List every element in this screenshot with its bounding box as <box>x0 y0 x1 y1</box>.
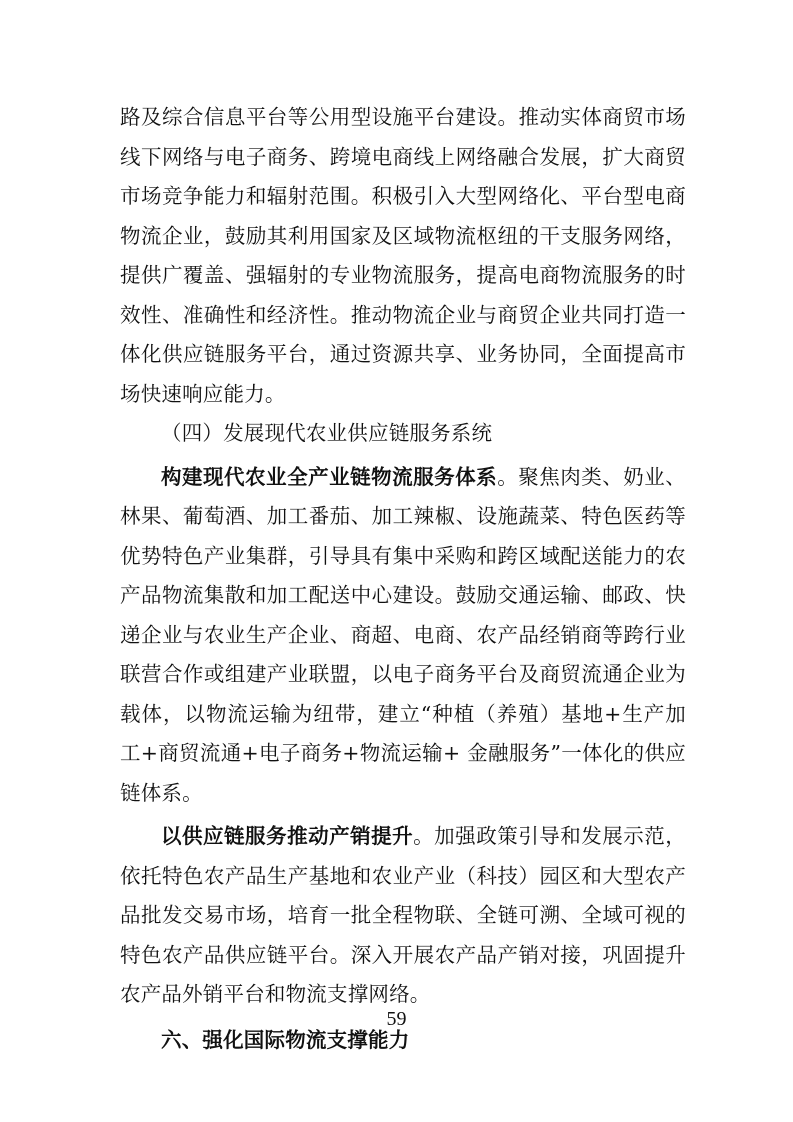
paragraph-agriculture-body: 。聚焦肉类、奶业、林果、葡萄酒、加工番茄、加工辣椒、设施蔬菜、特色医药等优势特色产业集群，引导具有集中采购和跨区域配送能力的农产品物流集散和加工配送中心建设。鼓励交通运输、邮政、快递企业与农业生产企业、商超、电商、农产品经销商等跨行业联营合作或组建产业联盟，以电子商务平台及商贸流通企业为载体，以物流运输为纽带，建立“种植（养殖）基地+生产加工+商贸流通+电子商务+物流运输+ 金融服务”一体化的供应链体系。 <box>120 464 686 805</box>
paragraph-supply-chain <box>120 817 686 1015</box>
paragraph-agriculture-lead: 构建现代农业全产业链物流服务体系 <box>161 464 498 489</box>
paragraph-supply-chain-body: 。加强政策引导和发展示范，依托特色农产品生产基地和农业产业（科技）园区和大型农产品批发交易市场，培育一批全程物联、全链可溯、全域可视的特色农产品供应链平台。深入开展农产品产销对接，巩固提升农产品外销平台和物流支撑网络。 <box>120 824 686 1006</box>
section-heading: （四）发展现代农业供应链服务系统 <box>161 421 493 445</box>
paragraph-agriculture <box>120 458 686 814</box>
page-number: 59 <box>386 1008 407 1030</box>
paragraph-supply-chain-lead: 以供应链服务推动产销提升 <box>161 824 414 848</box>
document-body <box>120 98 686 1060</box>
paragraph-continuation: 路及综合信息平台等公用型设施平台建设。推动实体商贸市场线下网络与电子商务、跨境电商线上网络融合发展，扩大商贸市场竞争能力和辐射范围。积极引入大型网络化、平台型电商物流企业，鼓励其利用国家及区域物流枢纽的干支服务网络，提供广覆盖、强辐射的专业物流服务，提高电商物流服务的时效性、准确性和经济性。推动物流企业与商贸企业共同打造一体化供应链服务平台，通过资源共享、业务协同，全面提高市场快速响应能力。 <box>120 105 686 406</box>
chapter-heading: 六、强化国际物流支撑能力 <box>161 1027 410 1052</box>
